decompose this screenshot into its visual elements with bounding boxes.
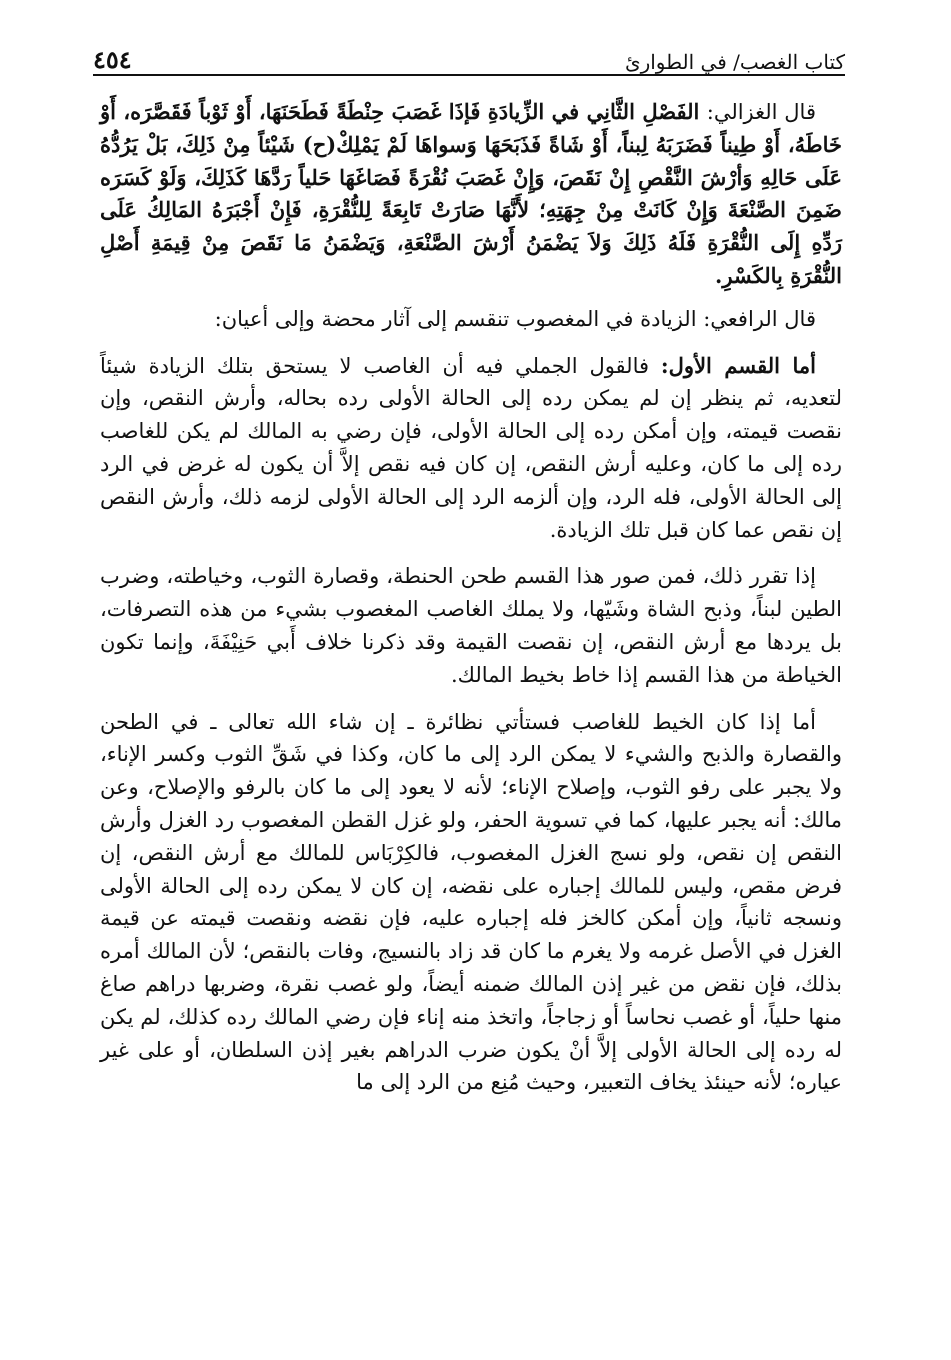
- section1-paragraph: [100, 350, 842, 547]
- ghazali-paragraph: [100, 96, 842, 293]
- rafii-intro: قال الرافعي: الزيادة في المغصوب تنقسم إلى آثار محضة وإلى أعيان:: [214, 306, 816, 331]
- running-title: كتاب الغصب/ في الطوارئ: [624, 50, 845, 74]
- ghazali-speaker: قال الغزالي:: [706, 100, 816, 124]
- paragraph-3: أما إذا كان الخيط للغاصب فستأتي نظائرة ـ إن شاء الله تعالى ـ في الطحن والقصارة والذبح والشيء لا يمكن الرد إلى ما كان، وكذا في شَقِّ الثوب وكسر الإناء، ولا يجبر على رفو الثوب، وإصلاح الإناء؛ لأنه لا يعود إلى ما كان بالرفو والإصلاح، وعن مالك: أنه يجبر عليها، كما في تسوية الحفر، ولو غزل القطن المغصوب رد الغزل وأرش النقص إن نقص، ولو نسج الغزل المغصوب، فالكِرْبَاس للمالك مع أرش النقص، إن فرض مقص، وليس للمالك إجباره على نقضه، إن كان لا يمكن رده إلى الحالة الأولى ونسجه ثانياً، وإن أمكن كالخز فله إجباره عليه، فإن نقضه ونقصت قيمته عن قيمة الغزل في الأصل غرمه ولا يغرم ما كان قد زاد بالنسيج، وفات بالنقص؛ لأن المالك أمره بذلك، فإن نقض من غير إذن المالك ضمنه أيضاً، ولو غصب نقرة، وضربها دراهم صاغ منها حلياً، أو غصب نحاساً أو زجاجاً، واتخذ منه إناء فإن رضي المالك رده كذلك، لم يكن له رده إلى الحالة الأولى إلاَّ أنْ يكون ضرب الدراهم بغير إذن السلطان، أو على غير عياره؛ لأنه حينئذ يخاف التعبير، وحيث مُنِع من الرد إلى ما: [100, 709, 842, 1095]
- section1-lead: أما القسم الأول:: [660, 352, 816, 378]
- page-body: [100, 96, 842, 1099]
- ghazali-text: الفَصْلِ الثَّانِي في الزِّيادَةِ فَإذَا غَصَبَ حِنْطَةً فَطَحَنَهَا، أَوْ ثَوْباً فَقَصَّرَه، أَوْ خَاطَهُ، أَوْ طِيناً فَضَرَبَهُ لِبناً، أَوْ شَاةً فَذَبَحَهَا وَسواهَا لَمْ يَمْلِكْ(ح) شَيْئاً مِنْ ذَلِكَ، بَلْ يَرُدُّهُ عَلَى حَالِهِ وَأرْشَ النَّقْصِ إِنْ نَقَصَ، وَإِنْ غَصَبَ نُقْرَةً فَصَاغَهَا حَلياً رَدَّهَا كَذَلِكَ، وَلَوْ كَسَرَه ضَمِنَ الصَّنْعَةَ وَإِنْ كَانَتْ مِنْ جِهَتِهِ؛ لأَنَّهَا صَارَتْ تَابِعَةً لِلنُّقْرَةِ، فَإِنْ أَجْبَرَهُ المَالِكُ عَلَى رَدِّهِ إِلَى النُّقْرَةِ فَلَهُ ذَلِكَ وَلاَ يَضْمَنُ أَرْشَ الصَّنْعَةِ، وَيَضْمَنُ مَا نَقَصَ مِنْ قِيمَةِ أَصْلِ النُّقْرَةِ بِالكَسْرِ.: [100, 99, 842, 288]
- page-number: ٤٥٤: [93, 45, 132, 74]
- paragraph-2: إذا تقرر ذلك، فمن صور هذا القسم طحن الحنطة، وقصارة الثوب، وخياطته، وضرب الطين لبناً، وذبح الشاة وشَيّها، ولا يملك الغاصب المغصوب بشيء من هذه التصرفات، بل يردها مع أرش النقص، إن نقصت القيمة وقد ذكرنا خلاف أَبي حَنِيْفَةَ، وإنما تكون الخياطة من هذا القسم إذا خاط بخيط المالك.: [100, 564, 842, 687]
- page-header: [93, 34, 845, 74]
- header-rule: [93, 74, 845, 76]
- section1-text: فالقول الجملي فيه أن الغاصب لا يستحق بتلك الزيادة شيئاً لتعديه، ثم ينظر إن لم يمكن رده إلى الحالة الأولى رده بحاله، وأرش النقص، وإن نقصت قيمته، وإن أمكن رده إلى الحالة الأولى، فإن رضي به المالك لم يكن للغاصب رده إلى ما كان، وعليه أرش النقص، إن كان فيه نقص إلاَّ أن يكون له غرض في الرد إلى الحالة الأولى، فله الرد، وإن ألزمه الرد إلى الحالة الأولى لزمه ذلك، وأرش النقص إن نقص عما كان قبل تلك الزيادة.: [100, 353, 842, 542]
